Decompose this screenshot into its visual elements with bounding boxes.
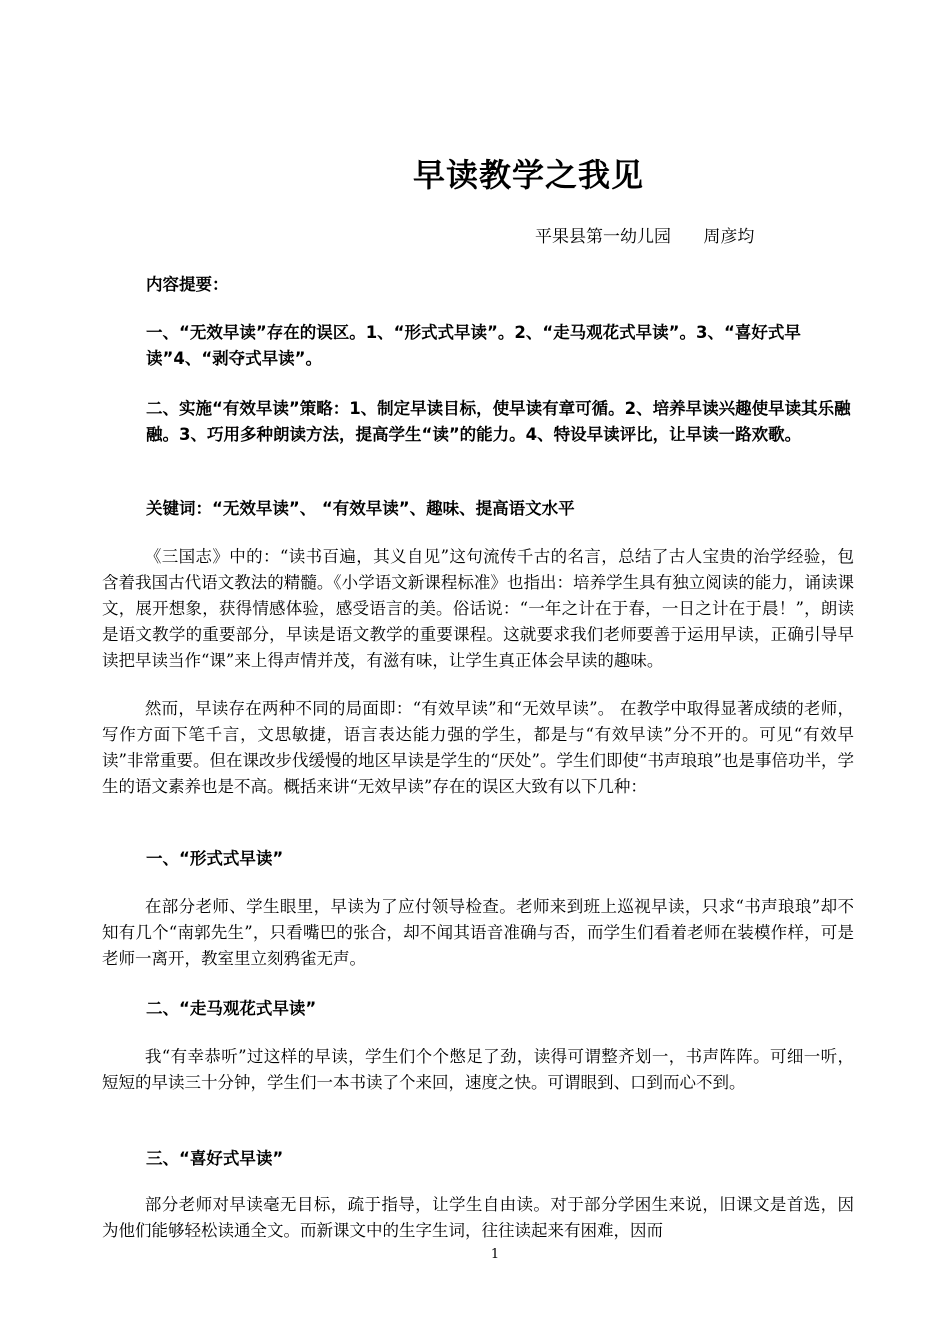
document-title: 早读教学之我见 [412,156,644,194]
section-text-3: 部分老师对早读毫无目标，疏于指导，让学生自由读。对于部分学困生来说，旧课文是首选，因为他们能够轻松读通全文。而新课文中的生字生词，往往读起来有困难，因而 [102,1195,854,1240]
section-heading-3: 三、“喜好式早读” [146,1149,284,1168]
section-text-2: 我“有幸恭听”过这样的早读，学生们个个憋足了劲，读得可谓整齐划一，书声阵阵。可细一听，短短的早读三十分钟，学生们一本书读了个来回，速度之快。可谓眼到、口到而心不到。 [102,1047,854,1092]
keywords: 关键词：“无效早读”、 “有效早读”、趣味、提高语文水平 [146,499,575,518]
abstract-item-2: 二、实施“有效早读”策略：1、制定早读目标，使早读有章可循。2、培养早读兴趣使早读其乐融融。3、巧用多种朗读方法，提高学生“读”的能力。4、特设早读评比，让早读一路欢歌。 [146,399,851,444]
section-heading-2: 二、“走马观花式早读” [146,999,317,1018]
author-line: 平果县第一幼儿园 周彦均 [535,227,755,247]
body-paragraph-1: 《三国志》中的：“读书百遍，其义自见”这句流传千古的名言，总结了古人宝贵的治学经验，包含着我国古代语文教法的精髓。《小学语文新课程标准》也指出：培养学生具有独立阅读的能力，诵读课文，展开想象，获得情感体验，感受语言的美。俗话说：“一年之计在于春，一日之计在于晨！”，朗读是语文教学的重要部分，早读是语文教学的重要课程。这就要求我们老师要善于运用早读，正确引导早读把早读当作“课”来上得声情并茂，有滋有味，让学生真正体会早读的趣味。 [102,547,854,670]
abstract-item-1: 一、“无效早读”存在的误区。1、“形式式早读”。2、“走马观花式早读”。3、“喜好式早读”4、“剥夺式早读”。 [146,323,801,368]
abstract-heading: 内容提要： [146,275,229,294]
section-heading-1: 一、“形式式早读” [146,849,284,868]
page-number: 1 [490,1247,500,1262]
body-paragraph-2: 然而，早读存在两种不同的局面即：“有效早读”和“无效早读”。 在教学中取得显著成绩的老师，写作方面下笔千言，文思敏捷，语言表达能力强的学生，都是与“有效早读”分不开的。可见“有效早读”非常重要。但在课改步伐缓慢的地区早读是学生的“厌处”。学生们即使“书声琅琅”也是事倍功半，学生的语文素养也是不高。概括来讲“无效早读”存在的误区大致有以下几种： [102,699,854,796]
section-text-1: 在部分老师、学生眼里，早读为了应付领导检查。老师来到班上巡视早读，只求“书声琅琅”却不知有几个“南郭先生”，只看嘴巴的张合，却不闻其语音准确与否，而学生们看着老师在装模作样，可是老师一离开，教室里立刻鸦雀无声。 [102,897,854,968]
